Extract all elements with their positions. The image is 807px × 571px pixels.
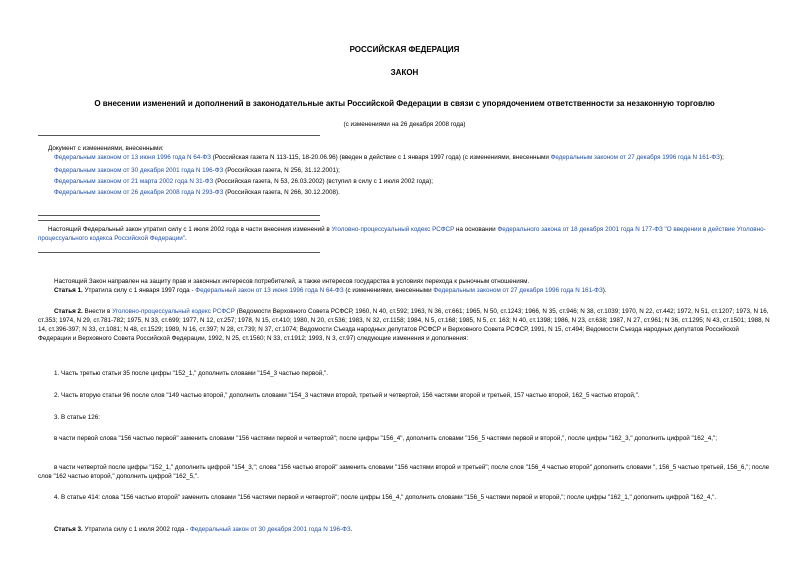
notice-link-1[interactable]: Уголовно-процессуальный кодекс РСФСР [331,226,455,233]
article-1-end: ). [602,287,607,294]
divider [38,252,320,253]
divider [38,135,320,136]
notice-text-3: . [184,235,187,242]
change-link-1[interactable]: Федеральным законом от 13 июня 1996 года N 64-ФЗ [54,154,211,161]
article-2-link[interactable]: Уголовно-процессуальный кодекс РСФСР [112,308,235,315]
change-text-3: (Российская газета, N 53, 26.03.2002) (вступил в силу с 1 июля 2002 года); [213,178,434,185]
article-1 [38,286,771,295]
paragraph-1 [38,369,771,378]
paragraph-3b-text: в части четвертой после цифры "152_1," дополнить цифрой "154_3,"; слова "156 частью второй" заменить словами "156 частями второй и третьей"; после слов "156_4 частью второй" дополнить словами ", 156_5 частью третьей, 156_6,"; после слов "162 частью второй," дополнить цифрой "162_5,". [38,464,770,480]
paragraph-3a [38,434,771,443]
change-item-3 [38,177,771,186]
article-2-text: Внести в [82,308,113,315]
paragraph-3 [38,413,771,422]
change-text-1: (Российская газета N 113-115, 18-20.06.96) (введен в действие с 1 января 1997 года) (с изменениями, внесенными [210,154,551,161]
change-text-2: (Российская газета, N 256, 31.12.2001); [223,167,340,174]
change-item-1 [38,153,771,162]
paragraph-4 [38,493,771,502]
article-3 [38,525,771,534]
article-3-link[interactable]: Федеральный закон от 30 декабря 2001 года N 196-ФЗ [189,526,351,533]
edition-note: (с изменениями на 26 декабря 2008 года) [343,121,466,128]
paragraph-4-text: 4. В статье 414: слова "156 частью второй" заменить словами "156 частями первой и четвертой"; после цифры 156_4," дополнить словами "156_5 частями первой и второй,"; после цифры "162_1," дополнить цифрой "162_4,". [54,494,717,501]
doc-type-heading: ЗАКОН [390,68,419,77]
article-3-end: . [350,526,353,533]
article-2 [38,307,771,343]
article-1-text: Утратила силу с 1 января 1997 года - [82,287,196,294]
change-link-4[interactable]: Федеральным законом от 26 декабря 2008 года N 293-ФЗ [54,189,224,196]
article-3-text: Утратила силу с 1 июля 2002 года - [82,526,190,533]
notice-text-2: на основании [454,226,498,233]
change-item-2 [38,166,771,175]
divider [38,215,320,216]
article-1-text-2: (с изменениями, внесенными [343,287,434,294]
article-2-label: Статья 2. [54,308,83,315]
doc-title: О внесении изменений и дополнений в законодательные акты Российской Федерации в связи с упорядочением ответственности за незаконную торговлю [94,99,715,108]
paragraph-2-text: 2. Часть вторую статьи 96 после слов "149 частью второй," дополнить словами "154_3 частями второй, третьей и четвертой, 156 частями второй и третьей, 157 частью второй, 162_5 частью второй,". [54,392,640,399]
paragraph-3-text: 3. В статье 126: [54,414,100,421]
article-3-label: Статья 3. [54,526,83,533]
paragraph-2 [38,391,771,400]
article-1-link[interactable]: Федеральный закон от 13 июня 1996 года N 64-ФЗ [195,287,344,294]
article-3-block [38,525,771,534]
article-1-label: Статья 1. [54,287,83,294]
paragraph-3b [38,463,771,481]
change-link-3[interactable]: Федеральным законом от 21 марта 2002 года N 31-ФЗ [54,178,214,185]
country-heading: РОССИЙСКАЯ ФЕДЕРАЦИЯ [349,45,460,54]
change-text-4: (Российская газета, N 266, 30.12.2008). [223,189,340,196]
change-item-4 [38,188,771,197]
paragraph-1-text: 1. Часть третью статьи 35 после цифры "152_1," дополнить словами "154_3 частью первой,". [54,370,328,377]
repeal-notice-text [38,225,771,243]
repeal-notice [38,225,771,243]
change-link-1b[interactable]: Федеральным законом от 27 декабря 1996 года N 161-ФЗ [550,154,720,161]
article-1-link-2[interactable]: Федеральным законом от 27 декабря 1996 года N 161-ФЗ [433,287,603,294]
divider [38,220,320,221]
change-end-1: ); [719,154,724,161]
notice-text-1: Настоящий Федеральный закон утратил силу с 1 июля 2002 года в части внесения изменений в [48,226,332,233]
law-body [38,277,771,295]
notice-link-2[interactable]: Федерального закона от 18 декабря 2001 года N 177-ФЗ "О введении в действие Уголовно-процессуального кодекса Российской Федерации" [38,226,766,242]
preamble: Настоящий Закон направлен на защиту прав и законных интересов потребителей, а также интересов государства в условиях перехода к рыночным отношениям. [54,278,530,285]
changes-intro: Документ с изменениями, внесенными: [48,145,164,152]
changes-list [38,144,771,197]
article-2-text-2: (Ведомости Верховного Совета РСФСР, 1960, N 40, ст.592; 1963, N 36, ст.661; 1965, N 50, ст.1243; 1966, N 35, ст.946; N 38, ст.1039; 1970, N 22, ст.442; 1972, N 51, ст.1207; 1973, N 16, ст.353; 1974, N 29, ст.781-782; 1975, N 33, ст.699; 1977, N 12, ст.257; 1978, N 15, ст.410; 1980, N 20, ст.536; 1983, N 32, ст.1158; 1984, N 5, ст.168; 1985, N 5, ст. 163; N 40, ст.1398; 1986, N 23, ст.638; 1987, N 27, ст.961; N 36, ст.1295; N 43, ст.1501; 1988, N 14, ст.396-397; N 33, ст.1081; N 48, ст.1529; 1989, N 16, ст.397; N 28, ст.739; N 37, ст.1074; Ведомости Съезда народных депутатов РСФСР и Верховного Совета РСФСР, 1991, N 15, ст.494; Ведомости Съезда народных депутатов Российской Федерации и Верховного Совета Российской Федерации, 1992, N 25, ст.1560; N 33, ст.1912; 1993, N 3, ст.97) следующие изменения и дополнения: [38,308,770,342]
paragraph-3a-text: в части первой слова "156 частью первой" заменить словами "156 частями первой и четвертой"; после цифры "156_4", дополнить словами "156_5 частями первой и второй,", после цифры "162_3," дополнить цифрой "162_4,"; [54,435,717,442]
change-link-2[interactable]: Федеральным законом от 30 декабря 2001 года N 196-ФЗ [54,167,224,174]
article-2-block [38,307,771,343]
